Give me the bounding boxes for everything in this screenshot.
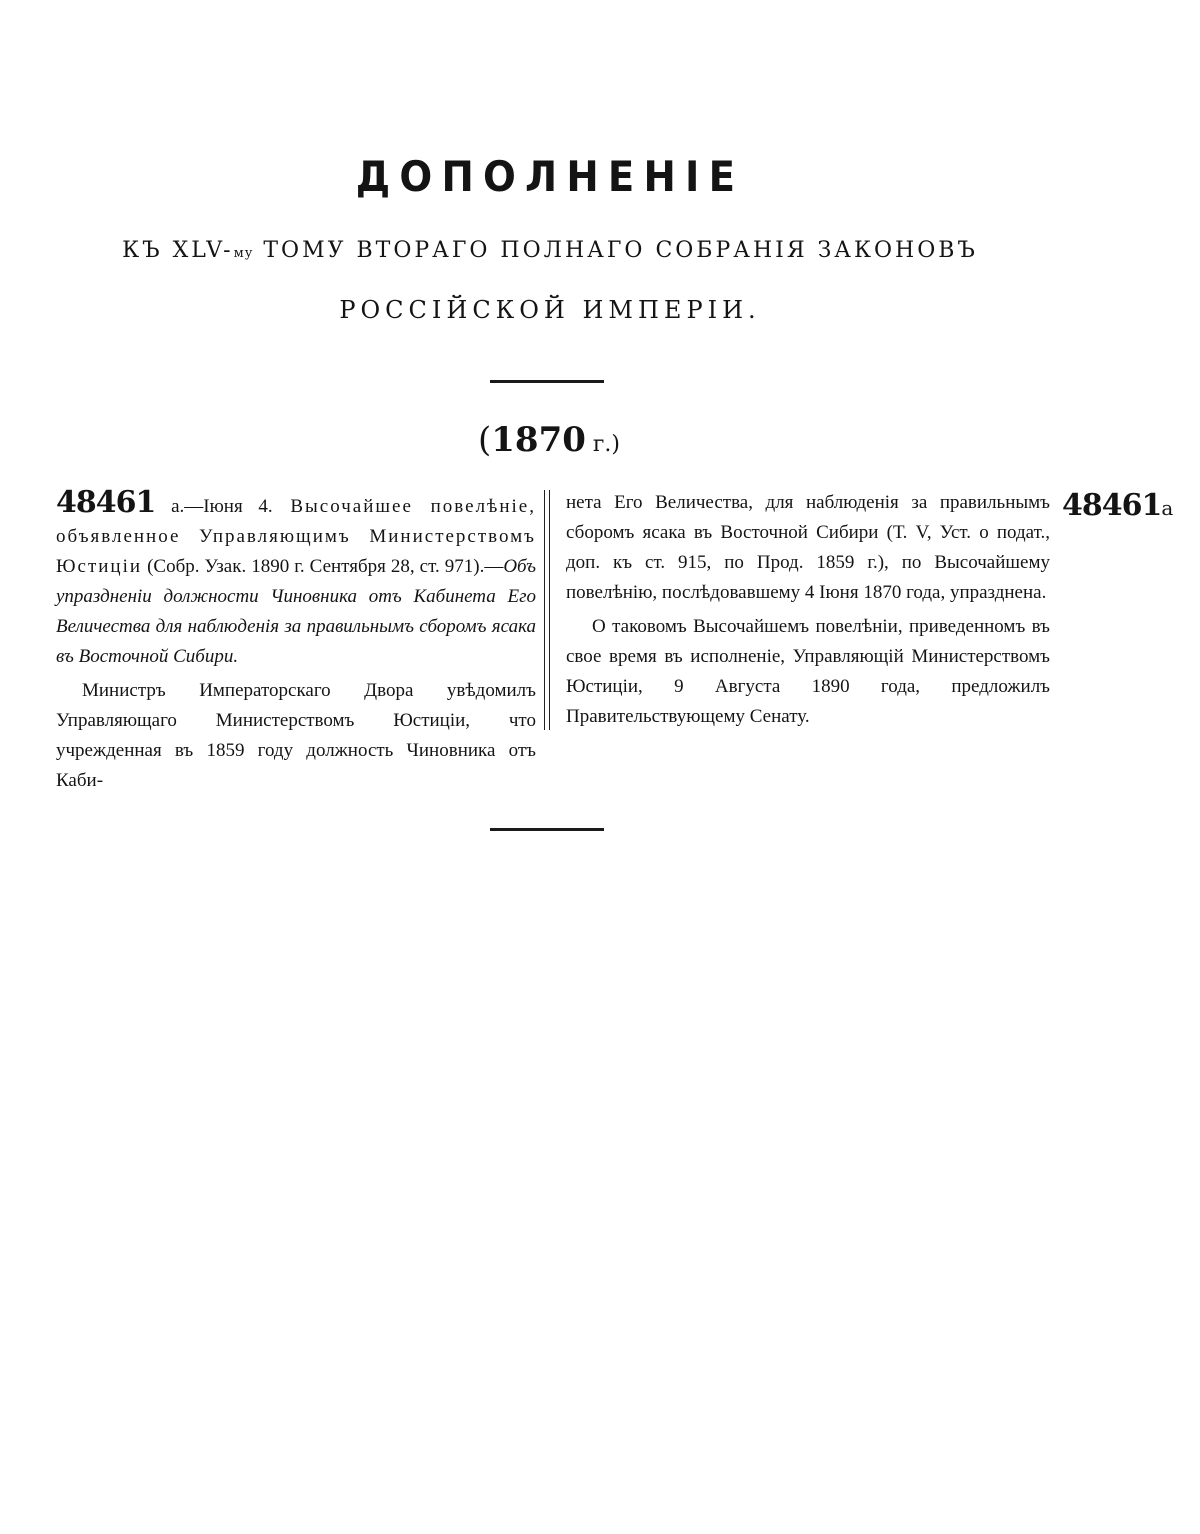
paragraph-1-left: Министръ Императорскаго Двора увѣдомилъ Управляющаго Министерствомъ Юстиціи, что учрежденная въ 1859 году должность Чиновника отъ Каби- — [56, 680, 536, 791]
entry-number: 48461 — [56, 485, 156, 520]
year-suffix: г.) — [585, 432, 620, 457]
entry-header — [56, 485, 536, 672]
year-heading — [0, 420, 1098, 460]
year-open-paren: ( — [477, 420, 492, 460]
paragraph-2: О таковомъ Высочайшемъ повелѣніи, приведенномъ въ свое время въ исполненіе, Управляющій Министерствомъ Юстиціи, 9 Августа 1890 года, предложилъ Правительствующему Сенату. — [566, 616, 1050, 727]
document-title: ДОПОЛНЕНІЕ — [355, 152, 745, 201]
bottom-divider-rule — [490, 828, 604, 831]
year-number: 1870 — [491, 420, 586, 460]
left-column — [56, 485, 536, 796]
right-column — [566, 488, 1050, 732]
margin-number: 48461 — [1062, 488, 1162, 523]
entry-intro: а.—Іюня 4. — [155, 496, 273, 517]
column-divider — [544, 490, 550, 730]
subtitle-part-sup: му — [233, 246, 254, 261]
subtitle-part-pre: КЪ XLV- — [122, 238, 234, 263]
document-subtitle-line2: РОССІЙСКОЙ ИМПЕРІИ. — [339, 296, 761, 324]
margin-entry-number — [1062, 488, 1173, 523]
document-subtitle — [0, 238, 1100, 263]
margin-number-suffix: а — [1161, 496, 1174, 520]
entry-subject: Объ упраздненіи должности Чиновника отъ Кабинета Его Величества для наблюденія за правильнымъ сборомъ ясака въ Восточной Сибири. — [56, 556, 536, 667]
subtitle-part-post: ТОМУ ВТОРАГО ПОЛНАГО СОБРАНІЯ ЗАКОНОВЪ — [253, 238, 978, 263]
paragraph-1-right: нета Его Величества, для наблюденія за правильнымъ сборомъ ясака въ Восточной Сибири (Т. V, Уст. о подат., доп. къ ст. 915, по Прод. 1859 г.), по Высочайшему повелѣнію, послѣдовавшему 4 Іюня 1870 года, упразднена. — [566, 492, 1050, 603]
entry-source: (Собр. Узак. 1890 г. Сентября 28, ст. 971).— — [142, 556, 504, 577]
decree-caption: Высочайшее повелѣніе, объявленное Управляющимъ Министерствомъ Юстиціи — [56, 496, 536, 577]
top-divider-rule — [490, 380, 604, 383]
